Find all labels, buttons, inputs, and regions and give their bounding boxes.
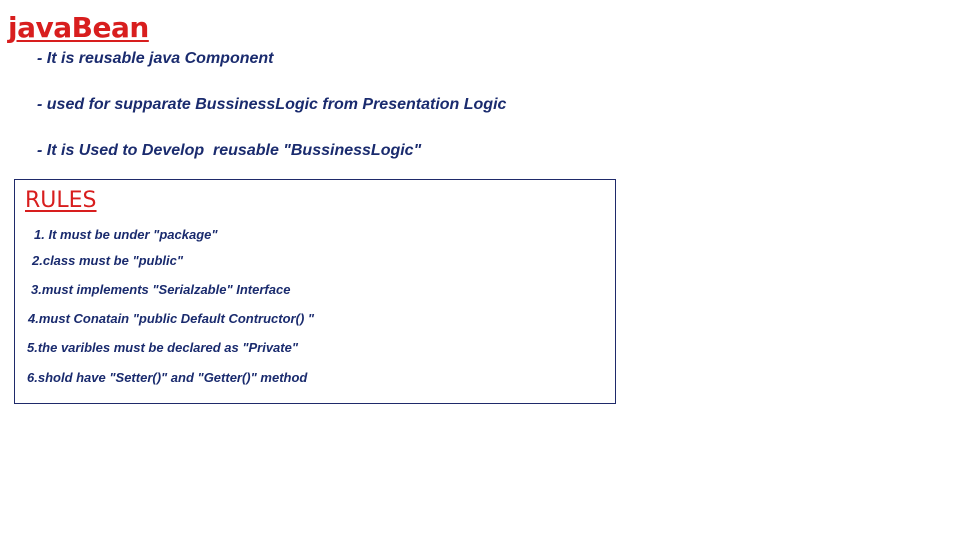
intro-point: - It is Used to Develop reusable "BussinessLogic" bbox=[37, 142, 422, 159]
rule-item: 2.class must be "public" bbox=[32, 253, 184, 268]
rule-item: 4.must Conatain "public Default Contructor() " bbox=[28, 311, 315, 326]
intro-points-list bbox=[37, 48, 506, 186]
rule-item: 5.the varibles must be declared as "Private" bbox=[27, 340, 299, 355]
intro-point: - It is reusable java Component bbox=[37, 50, 274, 67]
rules-box bbox=[14, 179, 616, 404]
intro-point: - used for supparate BussinessLogic from Presentation Logic bbox=[37, 96, 507, 113]
rule-item: 3.must implements "Serialzable" Interface bbox=[31, 282, 291, 297]
rule-item: 1. It must be under "package" bbox=[34, 227, 218, 242]
page-title: javaBean bbox=[8, 11, 149, 44]
rule-item: 6.shold have "Setter()" and "Getter()" method bbox=[27, 370, 308, 385]
rules-heading: RULES bbox=[25, 188, 97, 213]
